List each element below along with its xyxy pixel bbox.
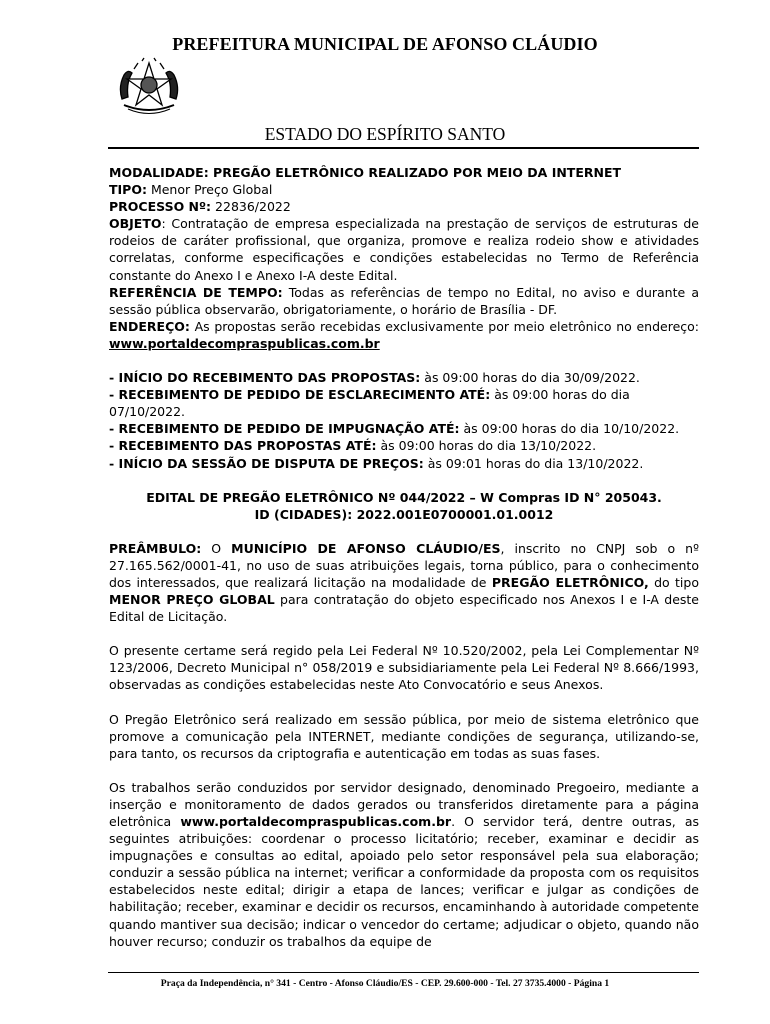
objeto-paragraph: OBJETO: Contratação de empresa especializada na prestação de serviços de estruturas de rodeios de caráter profissional, que organiza, promove e realiza rodeio show e atividades correlatas, conforme especificações e condições estabelecidas no Termo de Referência constante do Anexo I e Anexo I-A deste Edital.	[109, 216, 699, 283]
modalidade-line: MODALIDADE: PREGÃO ELETRÔNICO REALIZADO POR MEIO DA INTERNET	[109, 165, 622, 180]
document-body	[109, 164, 699, 950]
state-heading: ESTADO DO ESPÍRITO SANTO	[264, 124, 506, 144]
session-paragraph: O Pregão Eletrônico será realizado em sessão pública, por meio de sistema eletrônico que promove a comunicação pela INTERNET, mediante condições de segurança, utilizando-se, para tanto, os recursos da criptografia e autenticação em todas as suas fases.	[109, 711, 699, 761]
referencia-paragraph: REFERÊNCIA DE TEMPO: Todas as referências de tempo no Edital, no aviso e durante a sessão pública observarão, obrigatoriamente, o horário de Brasília - DF.	[109, 284, 699, 317]
preambulo-paragraph: PREÂMBULO: O MUNICÍPIO DE AFONSO CLÁUDIO/ES, inscrito no CNPJ sob o nº 27.165.562/0001-41, no uso de suas atribuições legais, torna público, para o conhecimento dos interessados, que realizará licitação na modalidade de PREGÃO ELETRÔNICO, do tipo MENOR PREÇO GLOBAL para contratação do objeto especificado nos Anexos I e I-A deste Edital de Licitação.	[109, 540, 700, 625]
schedule-item: - RECEBIMENTO DAS PROPOSTAS ATÉ: às 09:00 horas do dia 13/10/2022.	[109, 438, 597, 454]
edital-id: ID (CIDADES): 2022.001E0700001.01.0012	[254, 506, 554, 522]
coat-of-arms-icon	[114, 57, 184, 119]
footer-divider	[108, 972, 699, 973]
schedule-item: - RECEBIMENTO DE PEDIDO DE IMPUGNAÇÃO ATÉ: às 09:00 horas do dia 10/10/2022.	[109, 421, 680, 437]
schedule-item: - INÍCIO DO RECEBIMENTO DAS PROPOSTAS: às 09:00 horas do dia 30/09/2022.	[109, 370, 640, 386]
legislation-paragraph: O presente certame será regido pela Lei Federal Nº 10.520/2002, pela Lei Complementar Nº 123/2006, Decreto Municipal n° 058/2019 e subsidiariamente pela Lei Federal Nº 8.666/1993, observadas as condições estabelecidas neste Ato Convocatório e seus Anexos.	[109, 643, 699, 693]
schedule-item: - RECEBIMENTO DE PEDIDO DE ESCLARECIMENTO ATÉ: às 09:00 horas do dia 07/10/2022.	[109, 387, 630, 420]
page-title: PREFEITURA MUNICIPAL DE AFONSO CLÁUDIO	[172, 34, 598, 54]
portal-link[interactable]: www.portaldecompraspublicas.com.br	[180, 814, 452, 829]
tipo-line: TIPO: Menor Preço Global	[109, 182, 273, 198]
schedule-item: - INÍCIO DA SESSÃO DE DISPUTA DE PREÇOS: às 09:01 horas do dia 13/10/2022.	[109, 455, 644, 471]
edital-title: EDITAL DE PREGÃO ELETRÔNICO Nº 044/2022 – W Compras ID N° 205043.	[146, 489, 662, 505]
page-footer: Praça da Independência, n° 341 - Centro - Afonso Cláudio/ES - CEP. 29.600-000 - Tel. 27 3735.4000 - Página 1	[160, 978, 610, 989]
endereco-paragraph: ENDEREÇO: As propostas serão recebidas exclusivamente por meio eletrônico no endereço: www.portaldecompraspublicas.com.br	[109, 318, 699, 351]
processo-line: PROCESSO Nº: 22836/2022	[109, 199, 291, 215]
pregoeiro-paragraph: Os trabalhos serão conduzidos por servidor designado, denominado Pregoeiro, mediante a inserção e monitoramento de dados gerados ou transferidos diretamente para a página eletrônica www.portaldecompraspublicas.com.br. O servidor terá, dentre outras, as seguintes atribuições: coordenar o processo licitatório; receber, examinar e decidir as impugnações e consultas ao edital, apoiado pelo setor responsável pela sua elaboração; conduzir a sessão pública na internet; verificar a conformidade da proposta com os requisitos estabelecidos neste edital; dirigir a etapa de lances; verificar e julgar as condições de habilitação; receber, examinar e decidir os recursos, encaminhando à autoridade competente quando mantiver sua decisão; indicar o vencedor do certame; adjudicar o objeto, quando não houver recurso; conduzir os trabalhos da equipe de	[109, 779, 700, 949]
header-divider	[108, 147, 699, 149]
portal-link[interactable]: www.portaldecompraspublicas.com.br	[109, 335, 380, 351]
